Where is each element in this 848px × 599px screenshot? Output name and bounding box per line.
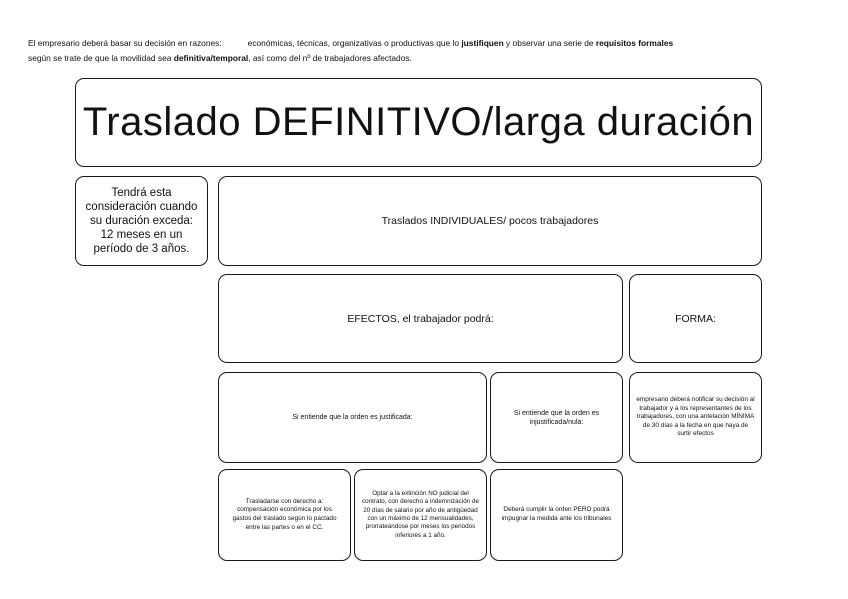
justificada-box [218,372,487,463]
intro-part-5: , así como del nº de trabajadores afectados. [248,53,412,63]
intro-part-1: El empresario deberá basar su decisión en razones: [28,38,222,48]
cumplir-box [490,469,623,561]
notificar-text: empresario deberá notificar su decisión al trabajador y a los representantes de los trabajadores, con una antelación MÍNIMA de 30 días a la fecha en que haya de surtir efectos [636,396,755,438]
intro-text [28,36,828,66]
extincion-box [354,469,487,561]
title-box [75,78,762,167]
duration-box [75,176,208,266]
cumplir-text: Deberá cumplir la orden PERO podrá impugnar la medida ante los tribunales [501,506,612,522]
intro-bold-justifiquen: justifiquen [461,38,504,48]
forma-label: FORMA: [675,312,716,325]
injustificada-box [490,372,623,463]
individuales-box [218,176,762,266]
notificar-box [629,372,762,463]
injustificada-label: Si entiende que la orden es injustificada/nula: [513,409,600,426]
intro-part-2: económicas, técnicas, organizativas o productivas que lo [247,38,460,48]
trasladarse-text: Trasladarse con derecho a: compensación económica por los gastos del traslado según lo pactado entre las partes o en el CC. [232,497,337,531]
efectos-box [218,274,623,363]
intro-part-3: y observar una serie de [503,38,596,48]
intro-line-1 [28,36,828,51]
extincion-text: Optar a la extinción NO judicial del contrato, con derecho a indemnización de 20 días de salario por año de antigüedad con un máximo de 12 mensualidades, prorrateándose por meses los periodos inferiores a 1 año. [362,489,479,539]
diagram-title: Traslado DEFINITIVO/larga duración [82,100,755,144]
intro-line-2 [28,51,828,66]
intro-bold-requisitos: requisitos formales [595,38,674,48]
efectos-label: EFECTOS, el trabajador podrá: [347,312,494,325]
trasladarse-box [218,469,351,561]
duration-note: Tendrá esta consideración cuando su duración exceda: 12 meses en un período de 3 años. [85,187,198,255]
individuales-label: Traslados INDIVIDUALES/ pocos trabajadores [381,215,599,227]
intro-part-4: según se trate de que la movilidad sea [28,53,174,63]
justificada-label: Si entiende que la orden es justificada: [292,414,413,421]
intro-bold-definitiva: definitiva/temporal [173,53,249,63]
forma-box [629,274,762,363]
